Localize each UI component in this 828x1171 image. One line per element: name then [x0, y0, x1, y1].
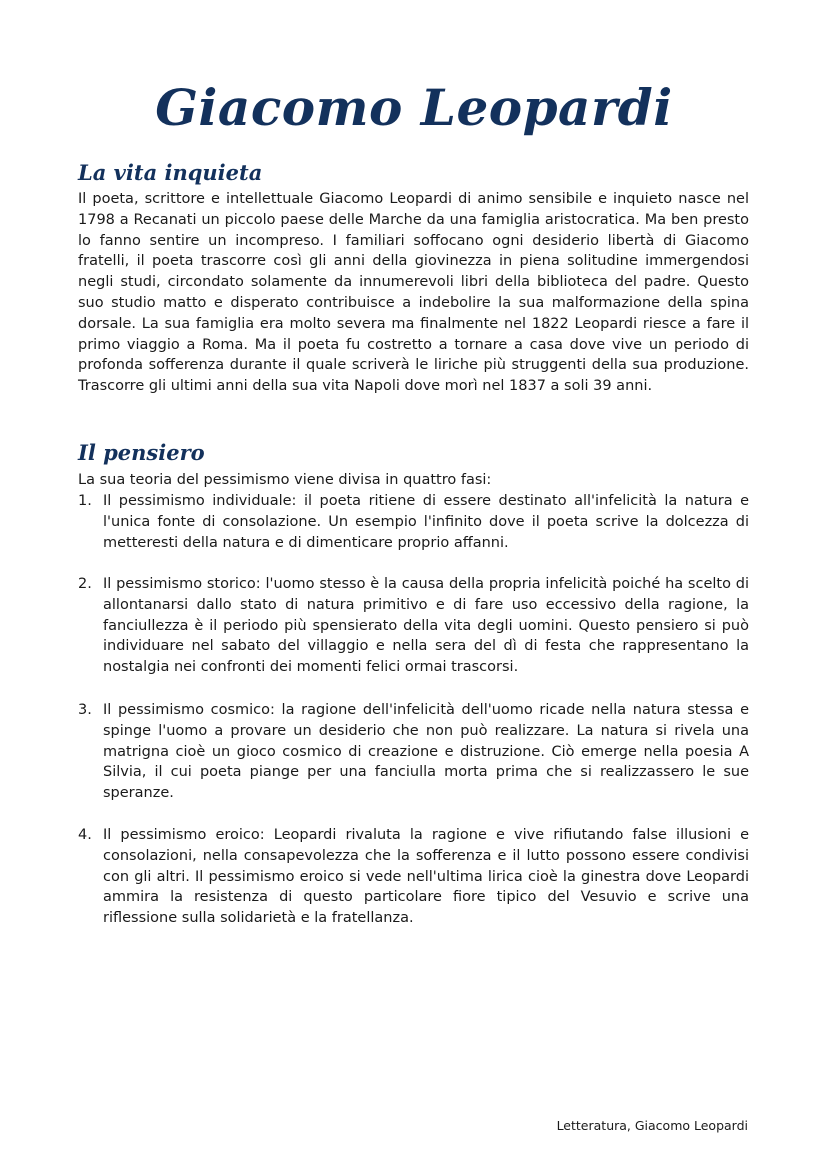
list-item-text: Il pessimismo eroico: Leopardi rivaluta la ragione e vive rifiutando false illusioni e consolazioni, nella consapevolezza che la sofferenza e il lutto possono essere condivisi con gli altri. Il pessimismo eroico si vede nell'ultima lirica cioè la ginestra dove Leopardi ammira la resistenza di questo particolare fiore tipico del Vesuvio e scrive una riflessione sulla solidarietà e la fratellanza. [103, 827, 749, 927]
list-item-text: Il pessimismo individuale: il poeta ritiene di essere destinato all'infelicità la natura e l'unica fonte di consolazione. Un esempio l'infinito dove il poeta scrive la dolcezza di metteresti della natura e di dimenticare proprio affanni. [103, 493, 749, 551]
page-footer: Letteratura, Giacomo Leopardi [556, 1118, 748, 1133]
list-item [78, 825, 749, 929]
list-item-number: 1. [78, 493, 92, 509]
list-item-text: Il pessimismo cosmico: la ragione dell'infelicità dell'uomo ricade nella natura stessa e spinge l'uomo a provare un desiderio che non può realizzare. La natura si rivela una matrigna cioè un gioco cosmico di creazione e distruzione. Ciò emerge nella poesia A Silvia, il cui poeta piange per una fanciulla morta prima che si realizzassero le sue speranze. [103, 702, 749, 802]
page-title: Giacomo Leopardi [155, 78, 673, 137]
list-item-number: 2. [78, 576, 92, 592]
section-intro-pensiero: La sua teoria del pessimismo viene divisa in quattro fasi: [78, 472, 492, 488]
list-item [78, 574, 749, 678]
section-body-vita: Il poeta, scrittore e intellettuale Giacomo Leopardi di animo sensibile e inquieto nasce nel 1798 a Recanati un piccolo paese delle Marche da una famiglia aristocratica. Ma ben presto lo fanno sentire un incompreso. I familiari soffocano ogni desiderio libertà di Giacomo fratelli, il poeta trascorre così gli anni della giovinezza in piena solitudine immergendosi negli studi, circondato solamente da innumerevoli libri della biblioteca del padre. Questo suo studio matto e disperato contribuisce a indebolire la sua malformazione della spina dorsale. La sua famiglia era molto severa ma finalmente nel 1822 Leopardi riesce a fare il primo viaggio a Roma. Ma il poeta fu costretto a tornare a casa dove vive un periodo di profonda sofferenza durante il quale scriverà le liriche più struggenti della sua produzione. Trascorre gli ultimi anni della sua vita Napoli dove morì nel 1837 a soli 39 anni. [78, 191, 749, 395]
list-item [78, 700, 749, 804]
section-heading-pensiero: Il pensiero [78, 440, 205, 465]
list-item-number: 3. [78, 702, 92, 718]
list-item-number: 4. [78, 827, 92, 843]
list-item-text: Il pessimismo storico: l'uomo stesso è la causa della propria infelicità poiché ha scelto di allontanarsi dallo stato di natura primitivo e di fare uso eccessivo della ragione, la fanciullezza è il periodo più spensierato della vita degli uomini. Questo pensiero si può individuare nel sabato del villaggio e nella sera del dì di festa che rappresentano la nostalgia nei confronti dei momenti felici ormai trascorsi. [103, 576, 749, 676]
list-item [78, 491, 749, 553]
section-heading-vita: La vita inquieta [78, 160, 263, 185]
